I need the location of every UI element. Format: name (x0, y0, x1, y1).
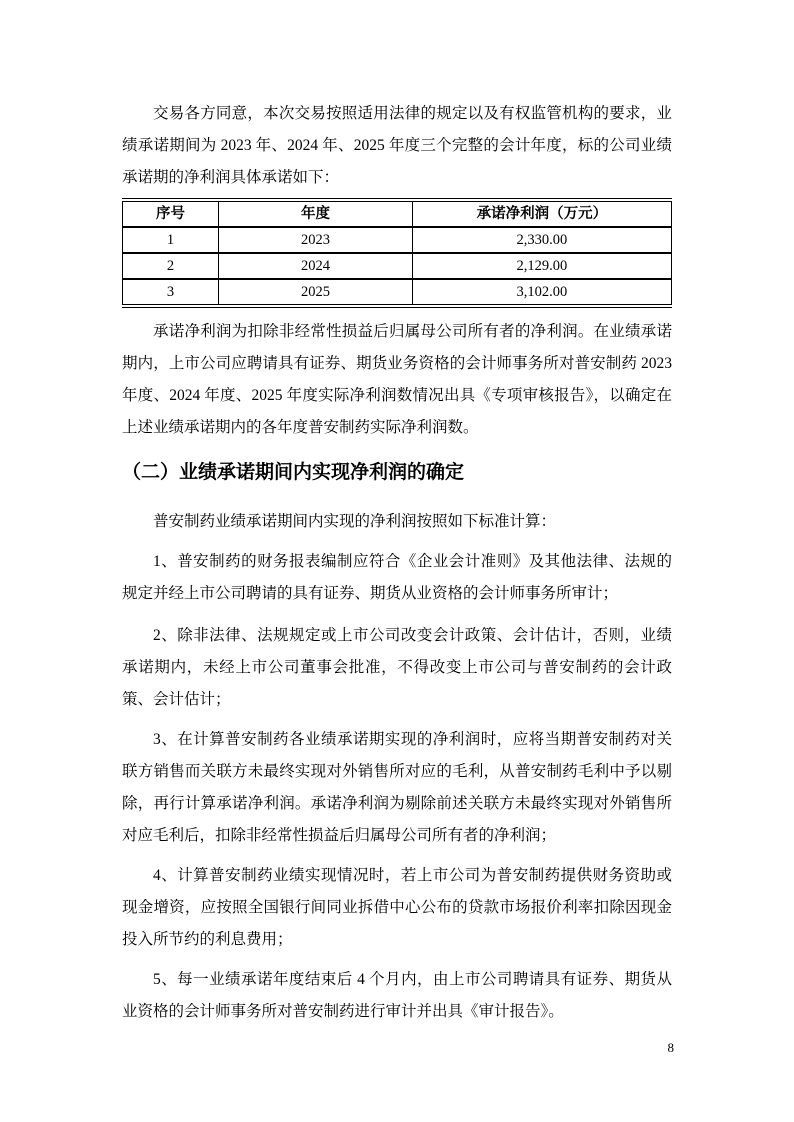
paragraph-transaction-agreement: 交易各方同意，本次交易按照适用法律的规定以及有权监管机构的要求，业绩承诺期间为 2023 年、2024 年、2025 年度三个完整的会计年度，标的公司业绩承诺期的净利润具体承诺如下： (122, 105, 672, 186)
table-row (123, 279, 672, 306)
page-content (122, 98, 672, 1028)
table-cell-profit: 3,102.00 (412, 279, 671, 306)
list-item-2: 2、除非法律、法规规定或上市公司改变会计政策、会计估计，否则，业绩承诺期内，未经上市公司董事会批准，不得改变上市公司与普安制药的会计政策、会计估计； (122, 627, 672, 708)
table-cell-year: 2023 (219, 227, 413, 253)
list-item-4: 4、计算普安制药业绩实现情况时，若上市公司为普安制药提供财务资助或现金增资，应按照全国银行间同业拆借中心公布的贷款市场报价利率扣除因现金投入所节约的利息费用； (122, 867, 672, 948)
table-header-profit: 承诺净利润（万元） (412, 200, 671, 227)
table-cell-profit: 2,330.00 (412, 227, 671, 253)
table-header-year: 年度 (219, 200, 413, 227)
paragraph-audit-report-requirement: 承诺净利润为扣除非经常性损益后归属母公司所有者的净利润。在业绩承诺期内，上市公司应聘请具有证券、期货业务资格的会计师事务所对普安制药 2023 年度、2024 年度、2025 年度实际净利润数情况出具《专项审核报告》，以确定在上述业绩承诺期内的各年度普安制药实际净利润数。 (122, 323, 672, 436)
page-number: 8 (667, 1040, 674, 1055)
list-item-5: 5、每一业绩承诺年度结束后 4 个月内，由上市公司聘请具有证券、期货从业资格的会计师事务所对普安制药进行审计并出具《审计报告》。 (122, 971, 672, 1020)
table-cell-year: 2025 (219, 279, 413, 306)
promised-net-profit-table (122, 198, 672, 308)
table-header-seq: 序号 (123, 200, 219, 227)
list-item-3: 3、在计算普安制药各业绩承诺期实现的净利润时，应将当期普安制药对关联方销售而关联方未最终实现对外销售所对应的毛利，从普安制药毛利中予以剔除，再行计算承诺净利润。承诺净利润为剔除前述关联方未最终实现对外销售所对应毛利后，扣除非经常性损益后归属母公司所有者的净利润； (122, 731, 672, 844)
paragraph-calculation-intro: 普安制药业绩承诺期间内实现的净利润按照如下标准计算： (153, 513, 557, 530)
table-cell-year: 2024 (219, 253, 413, 279)
table-row (123, 253, 672, 279)
table-cell-seq: 1 (123, 227, 219, 253)
list-item-1: 1、普安制药的财务报表编制应符合《企业会计准则》及其他法律、法规的规定并经上市公司聘请的具有证券、期货从业资格的会计师事务所审计； (122, 553, 672, 602)
table-header-row (123, 200, 672, 227)
table-cell-seq: 3 (123, 279, 219, 306)
table-cell-seq: 2 (123, 253, 219, 279)
table-cell-profit: 2,129.00 (412, 253, 671, 279)
section-heading-net-profit-determination: （二）业绩承诺期间内实现净利润的确定 (122, 462, 465, 483)
table-row (123, 227, 672, 253)
